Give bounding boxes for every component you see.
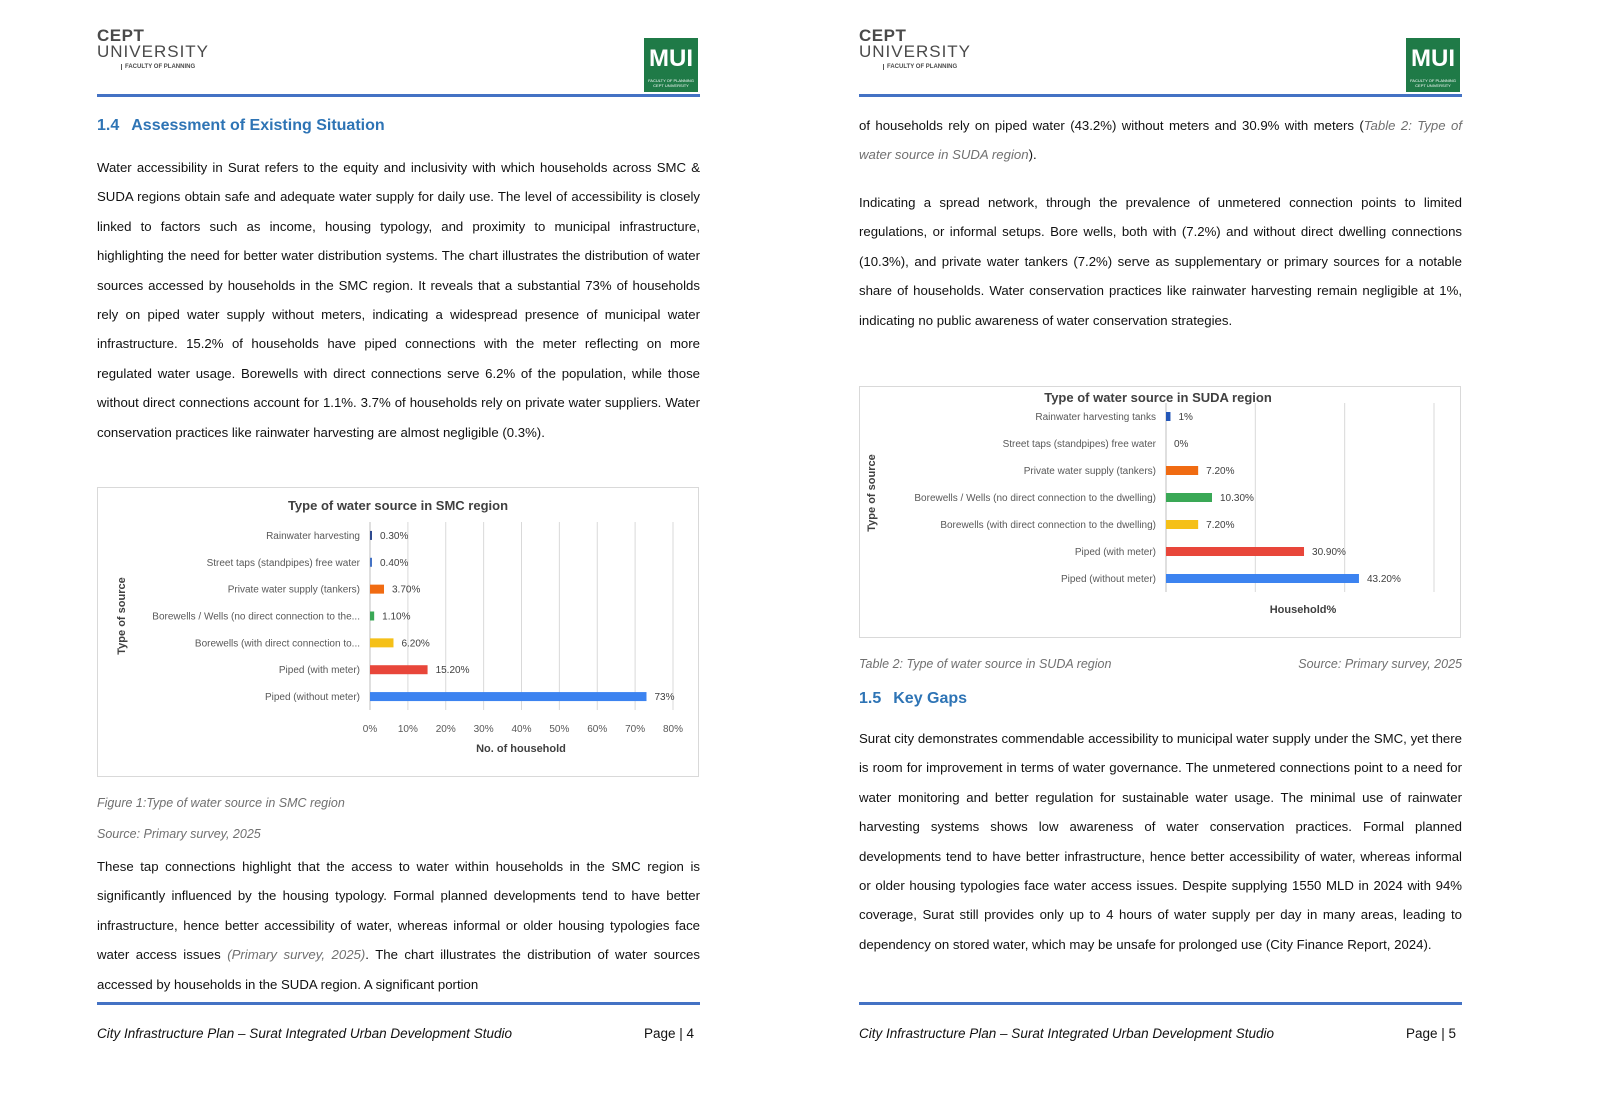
data-label: 0% bbox=[1174, 439, 1189, 450]
paragraph-1-text-end: ). bbox=[1028, 147, 1037, 163]
table-source: Source: Primary survey, 2025 bbox=[1298, 657, 1462, 671]
bar bbox=[370, 692, 646, 701]
figure-caption: Figure 1:Type of water source in SMC region bbox=[97, 796, 345, 810]
x-tick-label: 50% bbox=[549, 724, 570, 735]
x-tick-label: 60% bbox=[587, 724, 608, 735]
citation: (Primary survey, 2025) bbox=[227, 947, 366, 963]
figure-source: Source: Primary survey, 2025 bbox=[97, 827, 261, 841]
logo-text-mui: MUI bbox=[1411, 45, 1455, 72]
paragraph-2: Indicating a spread network, through the prevalence of unmetered connection points to limited regulations, or informal setups. Bore wells, both with (7.2%) and without direct dwelling connections (10.3%), and private water tankers (7.2%) serve as supplementary or primary sources for a notable share of households. Water conservation practices like rainwater harvesting remain negligible at 1%, indicating no public awareness of water conservation strategies. bbox=[859, 195, 1462, 328]
chart-smc bbox=[97, 487, 699, 777]
section-title: Key Gaps bbox=[893, 690, 968, 707]
x-tick-label: 20% bbox=[435, 724, 456, 735]
data-label: 0.40% bbox=[380, 557, 409, 569]
x-tick-label: 0% bbox=[362, 724, 378, 735]
category-label: Borewells / Wells (no direct connection to the... bbox=[152, 611, 360, 623]
mui-logo bbox=[1406, 38, 1460, 92]
category-label: Piped (with meter) bbox=[1074, 547, 1156, 558]
category-label: Street taps (standpipes) free water bbox=[1002, 439, 1156, 450]
intro-paragraph: Water accessibility in Surat refers to the equity and inclusivity with which households across SMC & SUDA regions obtain safe and adequate water supply for daily use. The level of accessibility is closely linked to factors such as income, housing typology, and proximity to municipal infrastructure, highlighting the need for better water distribution systems. The chart illustrates the distribution of water sources accessed by households in the SMC region. It reveals that a substantial 73% of households rely on piped water supply without meters, indicating a widespread presence of municipal water infrastructure. 15.2% of households have piped connections with the meter reflecting on more regulated water usage. Borewells with direct connections serve 6.2% of the population, while those without direct connections account for 1.1%. 3.7% of households rely on private water suppliers. Water conservation practices like rainwater harvesting are almost negligible (0.3%). bbox=[97, 160, 700, 440]
logo-text-cept: CEPT bbox=[859, 26, 907, 45]
section-title: Assessment of Existing Situation bbox=[131, 117, 385, 134]
page-number: Page | 4 bbox=[644, 1026, 695, 1041]
data-label: 73% bbox=[654, 692, 675, 704]
chart-suda-svg bbox=[860, 387, 1460, 637]
data-label: 0.30% bbox=[380, 530, 409, 542]
category-label: Borewells (with direct connection to... bbox=[194, 638, 360, 650]
bar bbox=[370, 585, 384, 594]
x-tick-label: 30% bbox=[473, 724, 494, 735]
logo-text-mui-sub2: CEPT UNIVERSITY bbox=[1415, 83, 1451, 88]
logo-text-mui: MUI bbox=[649, 45, 693, 72]
cept-university-logo bbox=[859, 28, 971, 70]
category-label: Private water supply (tankers) bbox=[227, 584, 360, 596]
category-label: Rainwater harvesting bbox=[266, 530, 360, 542]
cept-university-logo bbox=[97, 28, 209, 70]
data-label: 7.20% bbox=[1206, 520, 1235, 531]
table-reference: Table 2: Type of water source in SUDA region bbox=[859, 118, 1462, 163]
data-label: 30.90% bbox=[1312, 547, 1346, 558]
footer-rule bbox=[859, 1002, 1462, 1005]
chart-smc-svg bbox=[98, 488, 698, 776]
page-5 bbox=[762, 0, 1562, 1119]
category-label: Private water supply (tankers) bbox=[1023, 466, 1156, 477]
mui-logo bbox=[644, 38, 698, 92]
table-caption: Table 2: Type of water source in SUDA region bbox=[859, 657, 1112, 671]
logo-text-mui-sub2: CEPT UNIVERSITY bbox=[653, 83, 689, 88]
paragraph-2 bbox=[97, 852, 700, 999]
paragraph-3: Surat city demonstrates commendable accessibility to municipal water supply under the SMC, yet there is room for improvement in terms of water governance. The unmetered connections point to a need for water monitoring and better regulation for sustainable water usage. The minimal use of rainwater harvesting systems shows low awareness of water conservation practices. Formal planned developments tend to have better infrastructure, hence better accessibility of water, whereas informal or older housing typologies face water access issues. Despite supplying 1550 MLD in 2024 with 94% coverage, Surat still provides only up to 4 hours of water supply per day in many areas, leading to dependency on stored water, which may be unsafe for prolonged use (City Finance Report, 2024). bbox=[859, 731, 1462, 952]
data-label: 15.20% bbox=[435, 665, 470, 677]
x-axis-title: Household% bbox=[1269, 604, 1337, 616]
footer-title: City Infrastructure Plan – Surat Integrated Urban Development Studio bbox=[97, 1026, 512, 1041]
header-rule bbox=[859, 94, 1462, 97]
paragraph-1-text: of households rely on piped water (43.2%) without meters and 30.9% with meters ( bbox=[859, 118, 1364, 133]
data-label: 3.70% bbox=[392, 584, 421, 596]
category-label: Borewells / Wells (no direct connection to the dwelling) bbox=[914, 493, 1156, 504]
data-label: 43.20% bbox=[1366, 574, 1401, 585]
bar bbox=[1166, 547, 1304, 556]
bar bbox=[1166, 466, 1198, 475]
bar bbox=[1166, 520, 1198, 529]
bar bbox=[370, 612, 374, 621]
data-label: 6.20% bbox=[401, 638, 430, 650]
category-label: Street taps (standpipes) free water bbox=[206, 557, 360, 569]
data-label: 1% bbox=[1178, 412, 1193, 423]
chart-title: Type of water source in SUDA region bbox=[1044, 390, 1272, 405]
category-label: Borewells (with direct connection to the dwelling) bbox=[940, 520, 1156, 531]
logo-text-mui-sub: FACULTY OF PLANNING bbox=[1410, 78, 1456, 83]
section-number: 1.4 bbox=[97, 117, 120, 134]
logo-text-faculty: FACULTY OF PLANNING bbox=[883, 64, 971, 70]
x-tick-label: 80% bbox=[662, 724, 684, 735]
chart-title: Type of water source in SMC region bbox=[287, 498, 509, 513]
logo-text-faculty: FACULTY OF PLANNING bbox=[121, 64, 209, 70]
y-axis-title: Type of source bbox=[116, 577, 128, 655]
category-label: Piped (without meter) bbox=[264, 692, 360, 704]
bar bbox=[1166, 493, 1212, 502]
x-tick-label: 70% bbox=[625, 724, 646, 735]
logo-text-cept: CEPT bbox=[97, 26, 145, 45]
bar bbox=[370, 665, 428, 674]
page-number: Page | 5 bbox=[1406, 1026, 1457, 1041]
data-label: 10.30% bbox=[1220, 493, 1254, 504]
paragraph-1 bbox=[859, 111, 1462, 170]
logo-text-mui-sub: FACULTY OF PLANNING bbox=[648, 78, 694, 83]
header-rule bbox=[97, 94, 700, 97]
x-axis-title: No. of household bbox=[476, 743, 566, 755]
x-tick-label: 40% bbox=[511, 724, 532, 735]
paragraph-2-text-cont: . The chart illustrates the distribution of water sources accessed by households in the SUDA region. A significant portion bbox=[97, 947, 700, 992]
bar bbox=[1166, 412, 1170, 421]
logo-text-university: UNIVERSITY bbox=[859, 42, 972, 61]
y-axis-title: Type of source bbox=[866, 454, 878, 532]
category-label: Rainwater harvesting tanks bbox=[1035, 412, 1156, 423]
bar bbox=[370, 638, 393, 647]
x-tick-label: 10% bbox=[397, 724, 418, 735]
data-label: 1.10% bbox=[382, 611, 411, 623]
section-number: 1.5 bbox=[859, 690, 882, 707]
section-heading-1-4 bbox=[97, 117, 385, 135]
bar bbox=[1166, 574, 1359, 583]
category-label: Piped (with meter) bbox=[278, 665, 360, 677]
footer-title: City Infrastructure Plan – Surat Integrated Urban Development Studio bbox=[859, 1026, 1274, 1041]
logo-text-university: UNIVERSITY bbox=[97, 42, 210, 61]
footer-rule bbox=[97, 1002, 700, 1005]
data-label: 7.20% bbox=[1206, 466, 1235, 477]
category-label: Piped (without meter) bbox=[1060, 574, 1156, 585]
section-heading-1-5 bbox=[859, 690, 967, 708]
paragraph-2-text: These tap connections highlight that the access to water within households in the SMC region is significantly influenced by the housing typology. Formal planned developments tend to have better infrastructure, hence better accessibility of water, whereas informal or older housing typologies face water access issues bbox=[97, 859, 700, 963]
bar bbox=[370, 531, 372, 540]
bar bbox=[370, 558, 372, 567]
chart-suda bbox=[859, 386, 1461, 638]
